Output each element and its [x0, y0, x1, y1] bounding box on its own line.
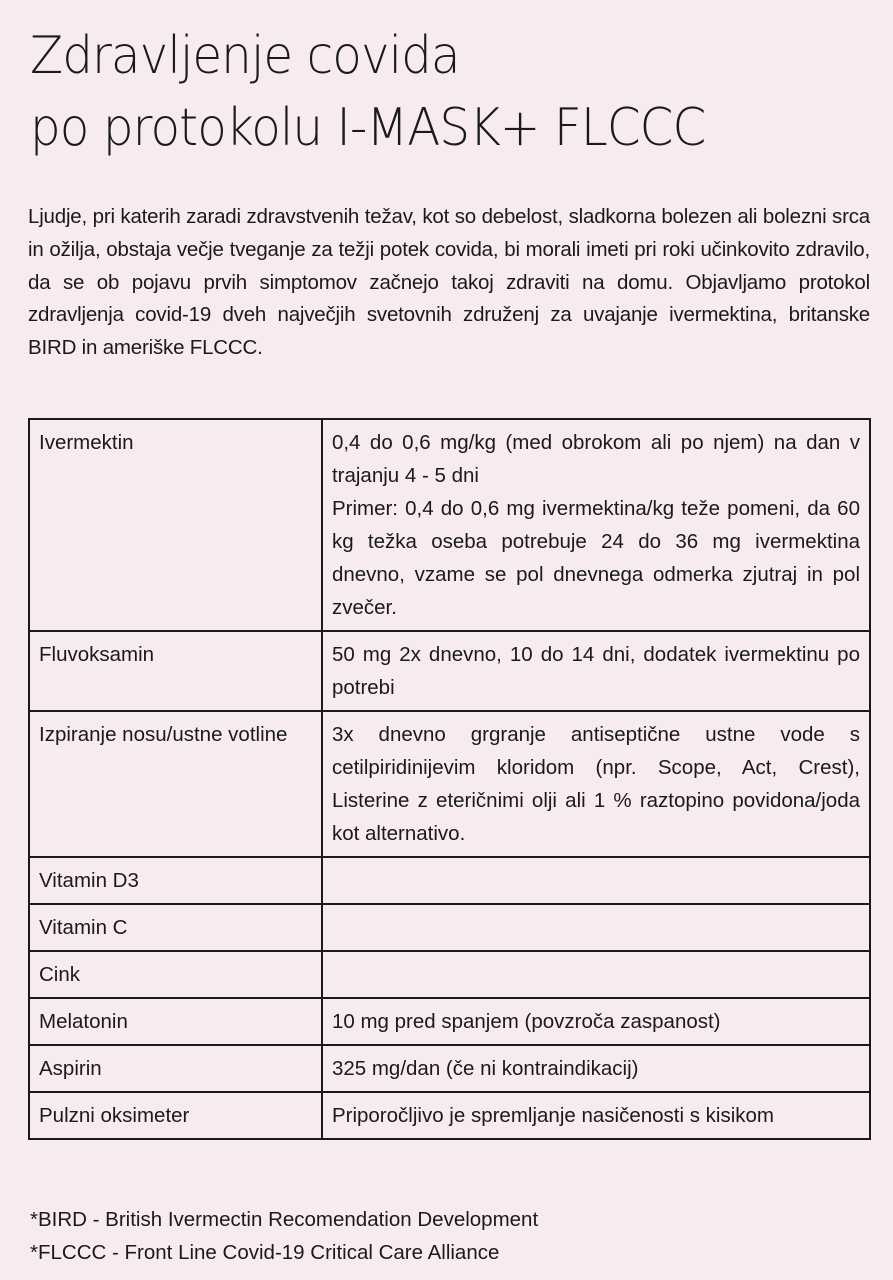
drug-dose: 3x dnevno grgranje antiseptične ustne vode s cetilpiridinijevim kloridom (npr. Scope, Act, Crest), Listerine z eteričnimi olji ali 1 % raztopino povidona/joda kot alternativo. — [322, 711, 870, 857]
footnotes — [30, 1203, 538, 1269]
title-line-2: po protokolu I-MASK+ FLCCC — [30, 98, 706, 158]
drug-dose: 50 mg 2x dnevno, 10 do 14 dni, dodatek ivermektinu po potrebi — [322, 631, 870, 711]
drug-dose: 10 mg pred spanjem (povzroča zaspanost) — [322, 998, 870, 1045]
drug-dose — [322, 951, 870, 998]
intro-paragraph: Ljudje, pri katerih zaradi zdravstvenih težav, kot so debelost, sladkorna bolezen ali bolezni srca in ožilja, obstaja večje tveganje za težji potek covida, bi morali imeti pri roki učinkovito zdravilo, da se ob pojavu prvih simptomov začnejo takoj zdraviti na domu. Objavljamo protokol zdravljenja covid-19 dveh največjih svetovnih združenj za uvajanje ivermektina, britanske BIRD in ameriške FLCCC. — [28, 205, 870, 360]
table-row — [29, 857, 870, 904]
drug-name: Melatonin — [29, 998, 322, 1045]
table-row — [29, 1045, 870, 1092]
drug-name: Pulzni oksimeter — [29, 1092, 322, 1139]
table-row — [29, 904, 870, 951]
drug-name: Aspirin — [29, 1045, 322, 1092]
drug-dose — [322, 904, 870, 951]
drug-dose — [322, 419, 870, 631]
drug-name: Ivermektin — [29, 419, 322, 631]
dose-text: 0,4 do 0,6 mg/kg (med obrokom ali po njem) na dan v trajanju 4 - 5 dni — [331, 431, 860, 487]
drug-name: Fluvoksamin — [29, 631, 322, 711]
footnote-bird: *BIRD - British Ivermectin Recomendation Development — [30, 1208, 539, 1231]
table-row — [29, 998, 870, 1045]
table-row — [29, 419, 870, 631]
drug-dose: 325 mg/dan (če ni kontraindikacij) — [322, 1045, 870, 1092]
page-title — [30, 20, 705, 164]
drug-dose — [322, 857, 870, 904]
title-line-1: Zdravljenje covida — [30, 26, 460, 86]
dose-example: Primer: 0,4 do 0,6 mg ivermektina/kg teže pomeni, da 60 kg težka oseba potrebuje 24 do 36 mg ivermektina dnevno, vzame se pol dnevnega odmerka zjutraj in pol zvečer. — [331, 497, 860, 619]
drug-name: Vitamin D3 — [29, 857, 322, 904]
protocol-table — [28, 418, 871, 1140]
footnote-flccc: *FLCCC - Front Line Covid-19 Critical Care Alliance — [30, 1241, 500, 1264]
table-row — [29, 631, 870, 711]
drug-name: Izpiranje nosu/ustne votline — [29, 711, 322, 857]
table-row — [29, 951, 870, 998]
drug-name: Vitamin C — [29, 904, 322, 951]
drug-dose: Priporočljivo je spremljanje nasičenosti s kisikom — [322, 1092, 870, 1139]
table-row — [29, 1092, 870, 1139]
drug-name: Cink — [29, 951, 322, 998]
table-row — [29, 711, 870, 857]
